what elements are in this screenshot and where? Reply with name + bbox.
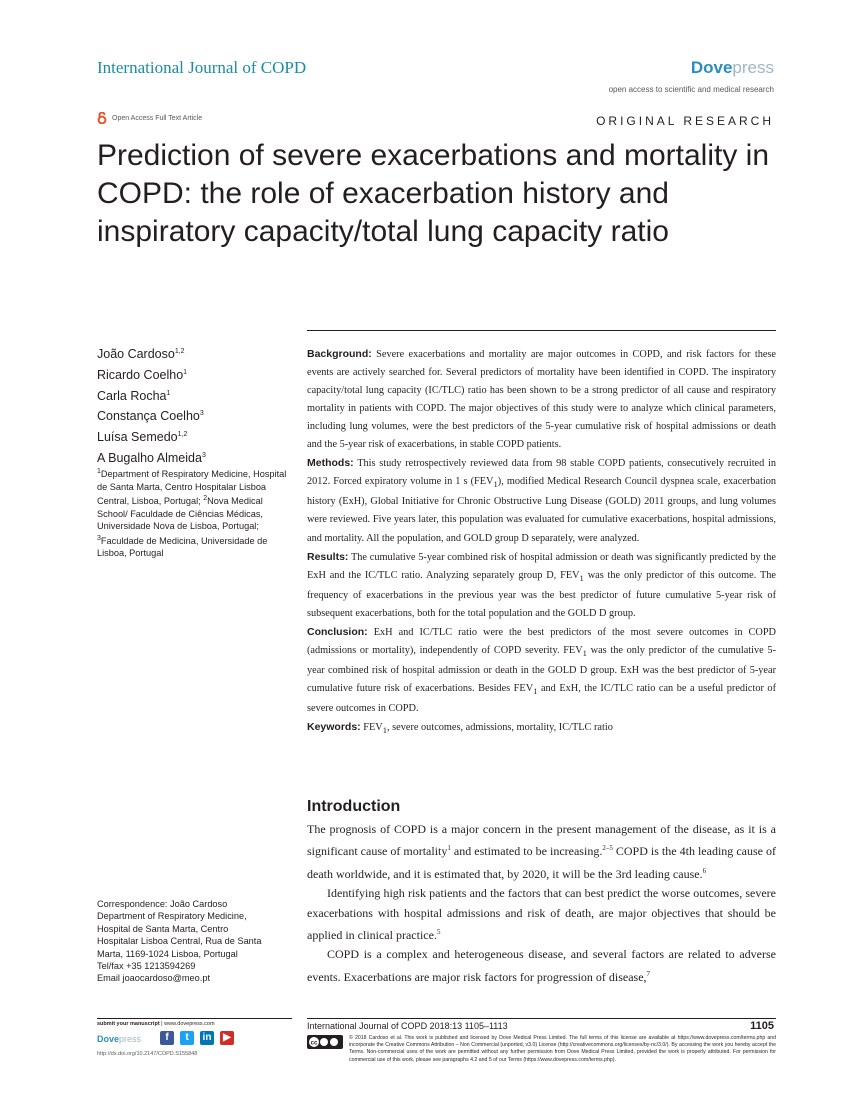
abstract	[307, 345, 776, 739]
twitter-icon[interactable]: t	[180, 1031, 194, 1045]
footer-divider-right	[307, 1018, 776, 1019]
author[interactable]: Luísa Semedo$^{1,2}$	[97, 430, 188, 445]
publisher-name: Dovepress	[690, 58, 774, 77]
article-category: ORIGINAL RESEARCH	[596, 114, 774, 128]
journal-title[interactable]: International Journal of COPD	[97, 58, 307, 77]
correspondence: Correspondence: João Cardoso Department of Respiratory Medicine, Hospital de Santa Marta, Centro Hospitalar Lisboa Central, Rua de Santa Marta, 1169-1024 Lisboa, Portugal Tel/fax +35 1213594269 Email joaocardoso@meo.pt	[97, 898, 292, 985]
dovepress-footer-logo[interactable]: Dovepress	[97, 1034, 142, 1044]
paragraph: Identifying high risk patients and the factors that can best predict the worse outcomes, severe exacerbations with hospital admissions and risk of death, are major objectives that should be applied in clinical practice.$^5$	[307, 886, 776, 943]
section-heading-introduction: Introduction	[307, 798, 401, 815]
youtube-icon[interactable]: ▶	[220, 1031, 234, 1045]
abstract-keywords: Keywords: $FEV_1$, severe outcomes, admissions, mortality, IC/TLC ratio	[307, 721, 613, 736]
paragraph: The prognosis of COPD is a major concern in the present management of the disease, as it is a significant cause of mortality$^1$ and estimated to be increasing.$^{2-5}$ COPD is the 4th leading cause of death worldwide, and it is estimated that, by 2020, it will be the 3rd leading cause.$^6$	[307, 822, 776, 881]
license-block	[307, 1035, 776, 1064]
page-number: 1105	[750, 1020, 774, 1032]
article-title: Prediction of severe exacerbations and mortality in COPD: the role of exacerbation history and inspiratory capacity/total lung capacity ratio	[97, 139, 770, 248]
abstract-background: Background: Severe exacerbations and mortality are major outcomes in COPD, and risk factors for these events are actively searched for. Several predictors of mortality have been identified in COPD. The inspiratory capacity/total lung capacity (IC/TLC) ratio has been shown to be a strong predictor of all cause and respiratory mortality in patients with COPD. The major objectives of this study were to analyze which clinical parameters, including lung volumes, were the best predictors of the 5-year cumulative risk of hospital admissions or death and the 5-year risk of exacerbations, in stable COPD patients.	[307, 348, 776, 451]
author[interactable]: Ricardo Coelho$^1$	[97, 367, 188, 382]
footer-divider-left	[97, 1018, 292, 1019]
social-links	[160, 1031, 234, 1045]
publisher-logo[interactable]	[609, 58, 774, 94]
abstract-results: Results: The cumulative 5-year combined risk of hospital admission or death was significantly predicted by the ExH and the IC/TLC ratio. Analyzing separately group D, $FEV_1$ was the only predictor of this outcome. The frequency of exacerbations in the previous year was the best predictor of future cumulative 5-year risk of subsequent exacerbations, both for the total population and the GOLD D group.	[307, 550, 776, 619]
abstract-methods: Methods: This study retrospectively reviewed data from 98 stable COPD patients, consecutively recruited in 2012. Forced expiratory volume in 1 s $(FEV_1)$, modified Medical Research Council dyspnea scale, exacerbation history (ExH), Global Initiative for Chronic Obstructive Lung Disease (GOLD) 2011 groups, and lung volumes were reviewed. Five years later, this population was evaluated for cumulative exacerbations, hospital admissions, and mortality. All the population, and GOLD group D separately, were analyzed.	[307, 457, 776, 544]
svg-text:cc: cc	[310, 1040, 318, 1047]
open-access-text: Open Access Full Text Article	[112, 114, 203, 122]
license-text: © 2018 Cardoso et al. This work is published and licensed by Dove Medical Press Limited. The full terms of this license are available at https://www.dovepress.com/terms.php and incorporate the Creative Commons Attribution – Non Commercial (unported, v3.0) License (http://creativecommons.org/licenses/by-nc/3.0/). By accessing the work you hereby accept the Terms. Non-commercial uses of the work are permitted without any further permission from Dove Medical Press Limited, provided the work is properly attributed. For permission for commercial use of this work, please see paragraphs 4.2 and 5 of our Terms (https://www.dovepress.com/terms.php).	[349, 1035, 776, 1063]
submit-manuscript-link[interactable]: submit your manuscript | www.dovepress.com	[97, 1021, 215, 1027]
citation: International Journal of COPD 2018:13 1105–1113	[307, 1021, 508, 1031]
open-access-icon	[97, 112, 107, 124]
author[interactable]: A Bugalho Almeida$^3$	[97, 450, 206, 465]
publisher-tagline: open access to scientific and medical research	[608, 85, 774, 94]
facebook-icon[interactable]: f	[160, 1031, 174, 1045]
author[interactable]: Carla Rocha$^1$	[97, 388, 171, 403]
paragraph: COPD is a complex and heterogeneous disease, and several factors are related to adverse events. Exacerbations are major risk factors for progression of disease,$^7$	[307, 947, 776, 984]
doi-link[interactable]: http://dx.doi.org/10.2147/COPD.S155848	[97, 1051, 198, 1057]
abstract-conclusion: Conclusion: ExH and IC/TLC ratio were the best predictors of the most severe outcomes in COPD (admissions or mortality), independently of COPD severity. $FEV_1$ was the only predictor of the cumulative 5-year combined risk of hospital admission or death in the GOLD D group. ExH was the best predictor of 5-year cumulative future risk of exacerbations. Besides $FEV_1$ and ExH, the IC/TLC ratio can be a useful predictor of severe outcomes in COPD.	[307, 625, 777, 715]
abstract-divider	[307, 330, 776, 331]
creative-commons-icon[interactable]	[307, 1035, 343, 1049]
open-access-label	[97, 112, 202, 124]
correspondence-email[interactable]: Email joaocardoso@meo.pt	[97, 973, 210, 984]
author[interactable]: Constança Coelho$^3$	[97, 409, 204, 424]
affiliations: $^1$Department of Respiratory Medicine, Hospital de Santa Marta, Centro Hospitalar Lisboa Central, Lisboa, Portugal; $^2$Nova Medical School/ Faculdade de Ciências Médicas, Universidade Nova de Lisboa, Portugal; $^3$Faculdade de Medicina, Universidade de Lisboa, Portugal	[97, 468, 287, 559]
author[interactable]: João Cardoso$^{1,2}$	[97, 347, 185, 362]
author-list	[97, 343, 206, 468]
introduction-body	[307, 820, 776, 987]
linkedin-icon[interactable]: in	[200, 1031, 214, 1045]
